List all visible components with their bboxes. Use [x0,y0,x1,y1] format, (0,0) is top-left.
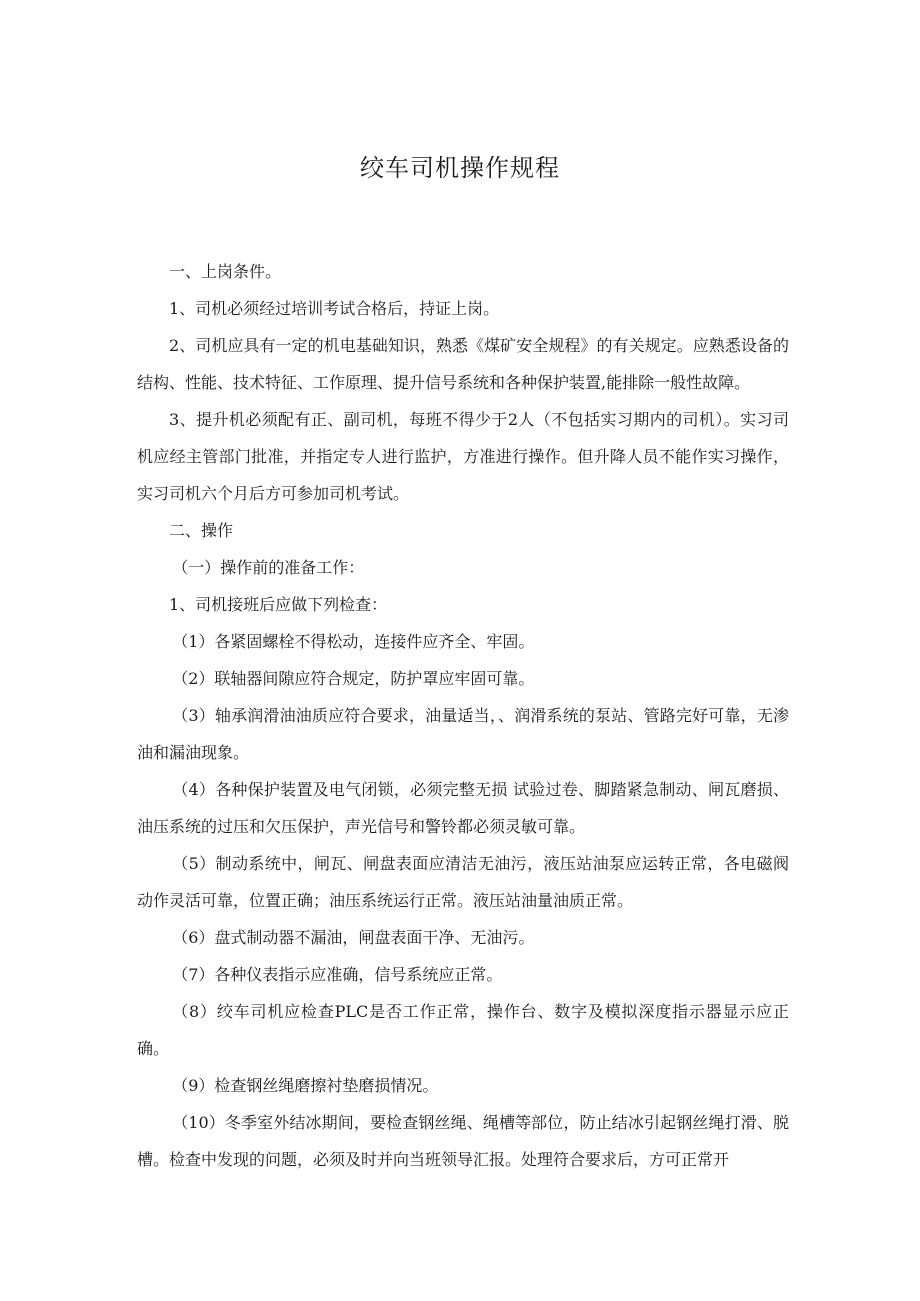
checklist-item-1: （1）各紧固螺栓不得松动，连接件应齐全、牢固。 [172,632,535,651]
checklist-item-9: （9）检查钢丝绳磨擦衬垫磨损情况。 [172,1076,439,1095]
checklist-item-3: （3）轴承润滑油油质应符合要求，油量适当，、润滑系统的泵站、管路完好可靠，无渗油和漏油现象。 [137,706,789,762]
checklist-item-6: （6）盘式制动器不漏油，闸盘表面干净、无油污。 [172,928,535,947]
paragraph-checklist-intro: 1、司机接班后应做下列检查： [169,595,388,614]
subsection-heading-preparation: （一）操作前的准备工作： [172,558,365,577]
checklist-item-5: （5）制动系统中，闸瓦、闸盘表面应清洁无油污，液压站油泵应运转正常，各电磁阀动作灵活可靠，位置正确；油压系统运行正常。液压站油量油质正常。 [137,854,789,910]
paragraph-staffing: 3、提升机必须配有正、副司机，每班不得少于2人（不包括实习期内的司机）。实习司机应经主管部门批准，并指定专人进行监护，方准进行操作。但升降人员不能作实习操作，实习司机六个月后方可参加司机考试。 [137,410,789,503]
checklist-item-8: （8）绞车司机应检查PLC是否工作正常，操作台、数字及模拟深度指示器显示应正确。 [137,1002,789,1058]
section-heading-qualification: 一、上岗条件。 [169,262,282,281]
paragraph-certification: 1、司机必须经过培训考试合格后，持证上岗。 [169,299,500,318]
checklist-item-7: （7）各种仪表指示应准确，信号系统应正常。 [172,965,503,984]
checklist-item-2: （2）联轴器间隙应符合规定，防护罩应牢固可靠。 [172,669,535,688]
checklist-item-10: （10）冬季室外结冰期间，要检查钢丝绳、绳槽等部位，防止结冰引起钢丝绳打滑、脱槽。检查中发现的问题，必须及时并向当班领导汇报。处理符合要求后，方可正常开 [137,1113,789,1169]
paragraph-knowledge: 2、司机应具有一定的机电基础知识，熟悉《煤矿安全规程》的有关规定。应熟悉设备的结构、性能、技术特征、工作原理、提升信号系统和各种保护装置,能排除一般性故障。 [137,336,789,392]
checklist-item-4: （4）各种保护装置及电气闭锁，必须完整无损 试验过卷、脚踏紧急制动、闸瓦磨损、油压系统的过压和欠压保护，声光信号和警铃都必须灵敏可靠。 [137,780,789,836]
document-title: 绞车司机操作规程 [360,154,560,182]
section-heading-operation: 二、操作 [169,521,234,540]
document-body [137,253,789,1178]
